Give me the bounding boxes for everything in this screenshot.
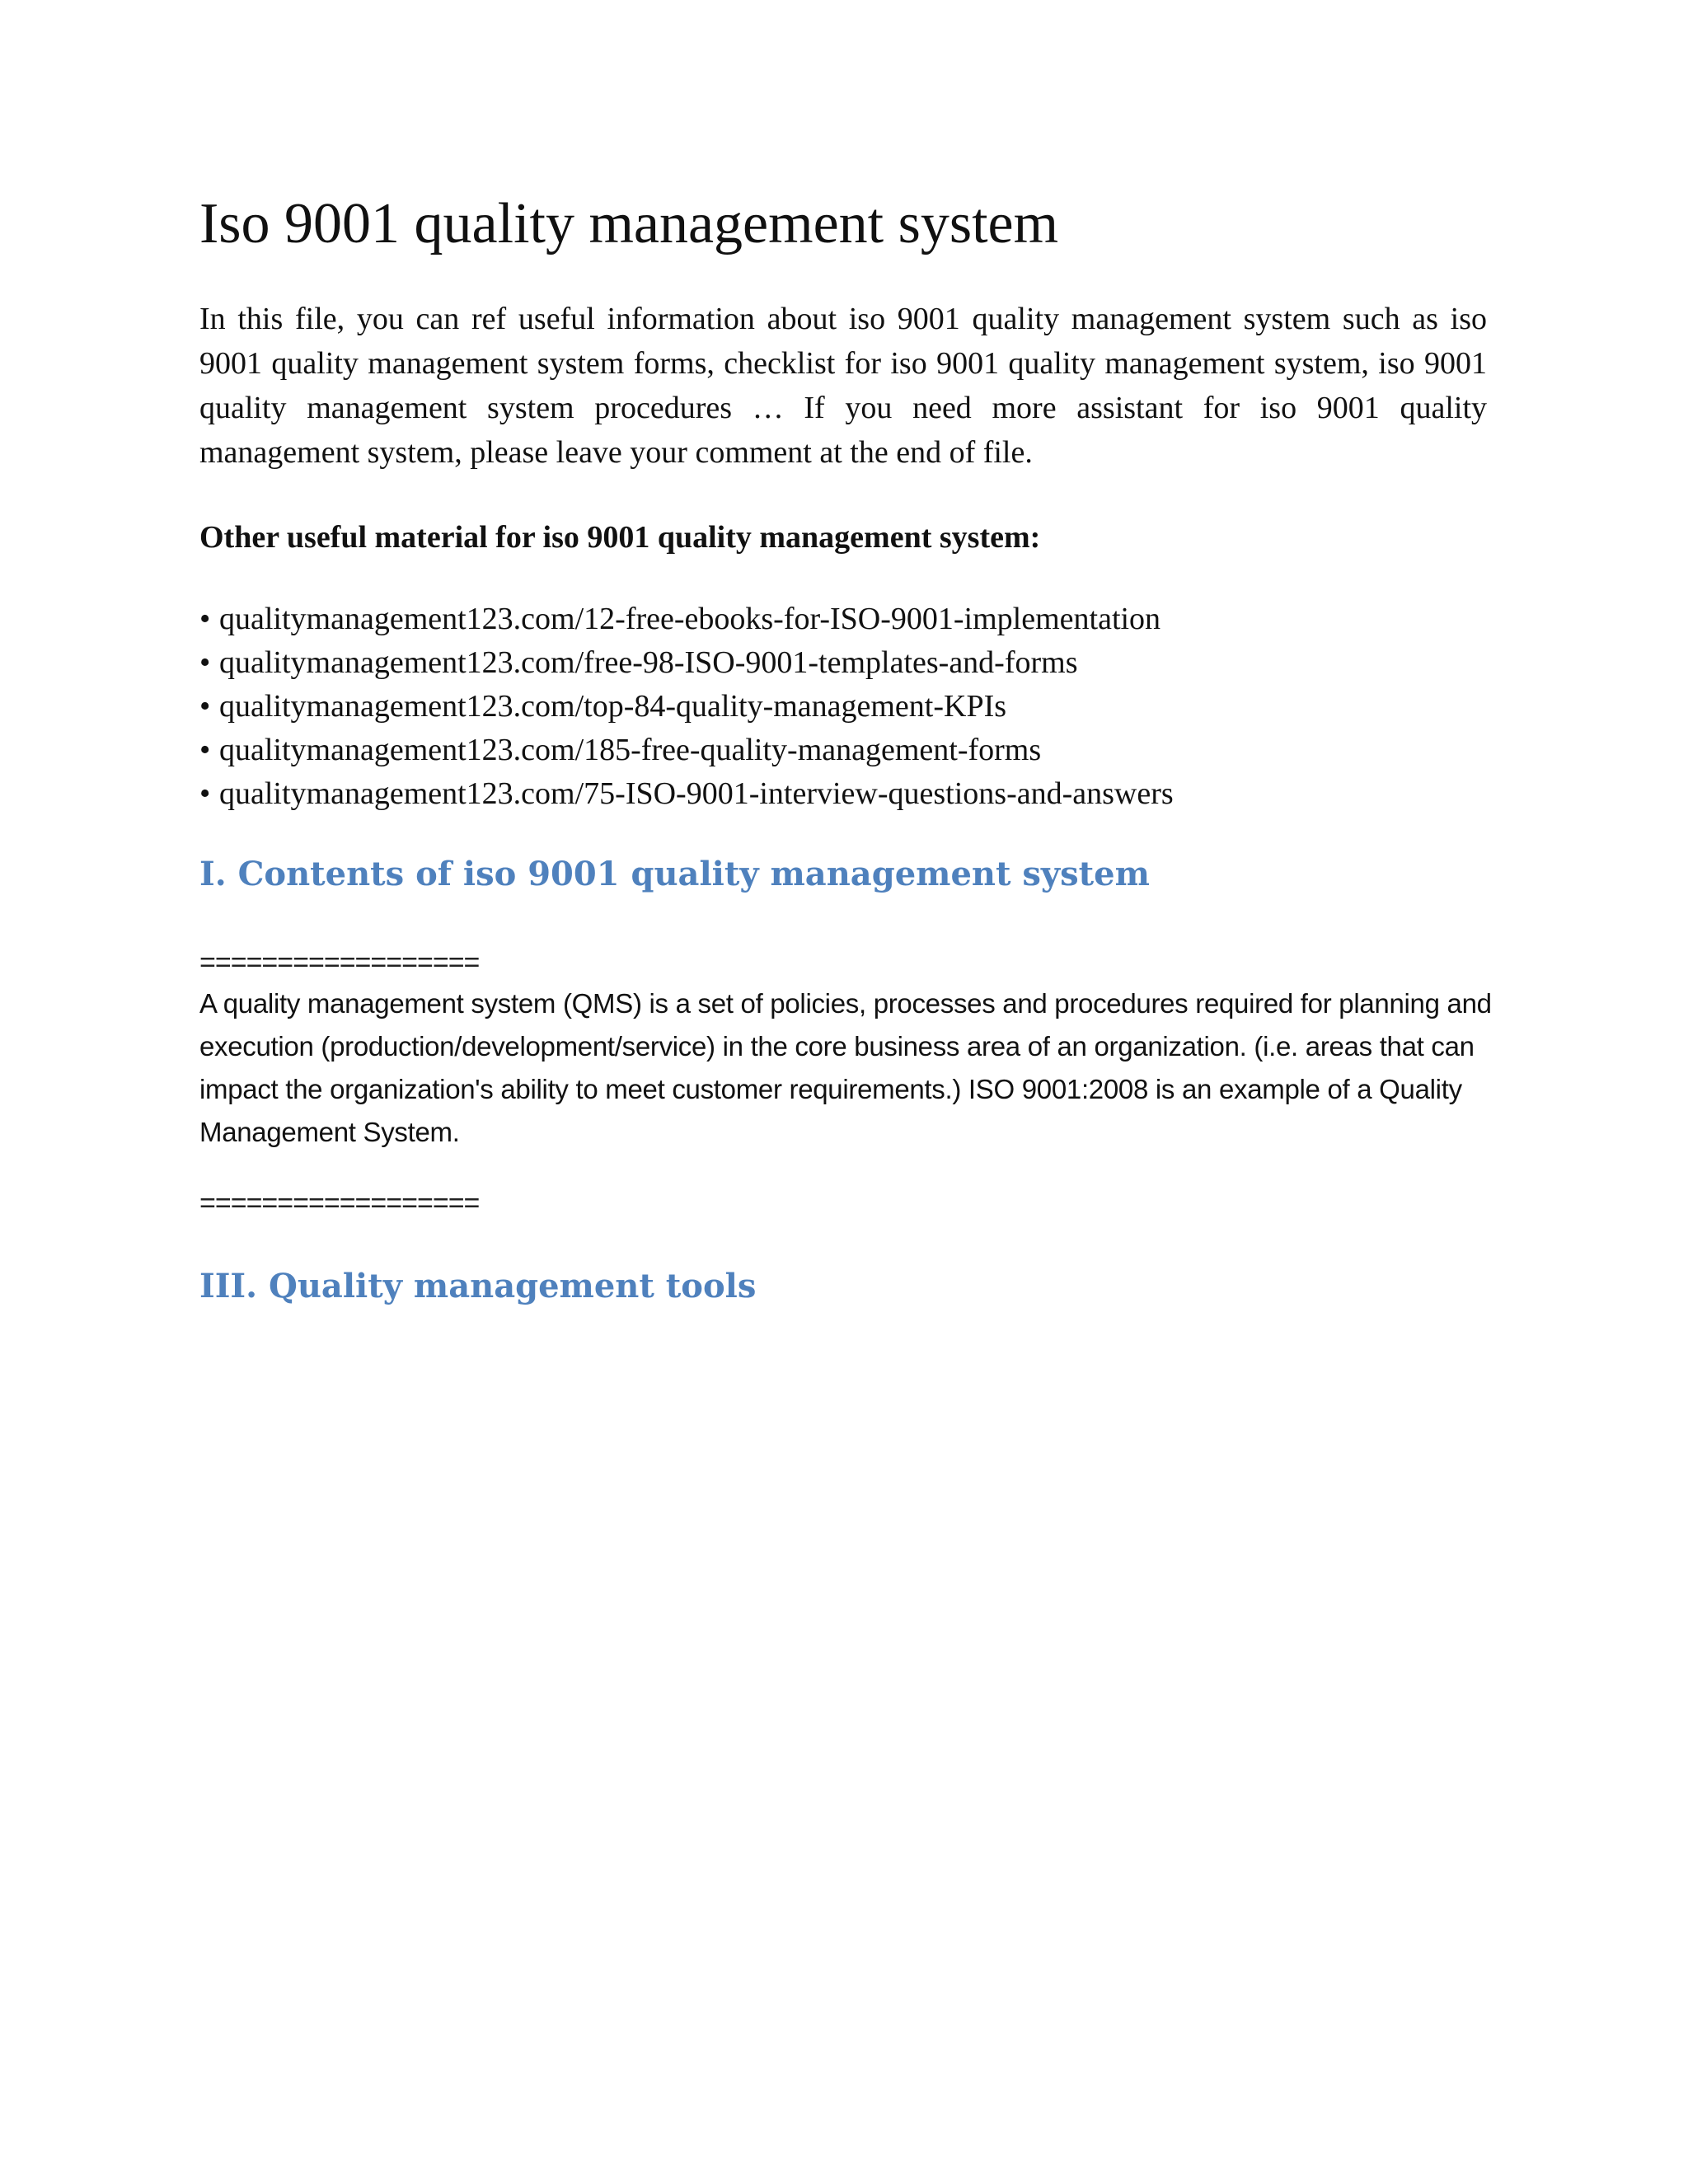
other-material-heading: Other useful material for iso 9001 quality management system: xyxy=(199,519,1041,555)
useful-links-list xyxy=(199,598,1489,816)
list-item xyxy=(199,598,1489,641)
list-item xyxy=(199,641,1489,685)
separator-line: ================== xyxy=(199,946,480,978)
qms-definition-paragraph: A quality management system (QMS) is a set of policies, processes and procedures required for planning and execution (production/development/service) in the core business area of an organization. (i.e. areas that can impact the organization's ability to meet customer requirements.) ISO 9001:2008 is an example of a Quality Management System. xyxy=(199,987,1492,1147)
link-text[interactable]: qualitymanagement123.com/free-98-ISO-9001-templates-and-forms xyxy=(219,644,1078,680)
bullet-icon: • xyxy=(199,688,211,724)
list-item xyxy=(199,685,1489,729)
link-text[interactable]: qualitymanagement123.com/12-free-ebooks-for-ISO-9001-implementation xyxy=(219,601,1161,636)
page-content xyxy=(199,188,1492,1309)
link-text[interactable]: qualitymanagement123.com/top-84-quality-management-KPIs xyxy=(219,688,1007,724)
bullet-icon: • xyxy=(199,776,211,811)
bullet-icon: • xyxy=(199,601,211,636)
bullet-icon: • xyxy=(199,644,211,680)
page-title: Iso 9001 quality management system xyxy=(199,192,1059,255)
link-text[interactable]: qualitymanagement123.com/75-ISO-9001-interview-questions-and-answers xyxy=(219,776,1174,811)
link-text[interactable]: qualitymanagement123.com/185-free-quality-management-forms xyxy=(219,732,1042,767)
list-item xyxy=(199,772,1489,816)
section-heading-tools: III. Quality management tools xyxy=(199,1266,757,1305)
list-item xyxy=(199,729,1489,772)
separator-line: ================== xyxy=(199,1187,480,1219)
intro-paragraph: In this file, you can ref useful information about iso 9001 quality management system such as iso 9001 quality management system forms, checklist for iso 9001 quality management system, iso 9001 quality management system procedures … If you need more assistant for iso 9001 quality management system, please leave your comment at the end of file. xyxy=(199,301,1487,470)
bullet-icon: • xyxy=(199,732,211,767)
section-heading-contents: I. Contents of iso 9001 quality management system xyxy=(199,854,1150,893)
